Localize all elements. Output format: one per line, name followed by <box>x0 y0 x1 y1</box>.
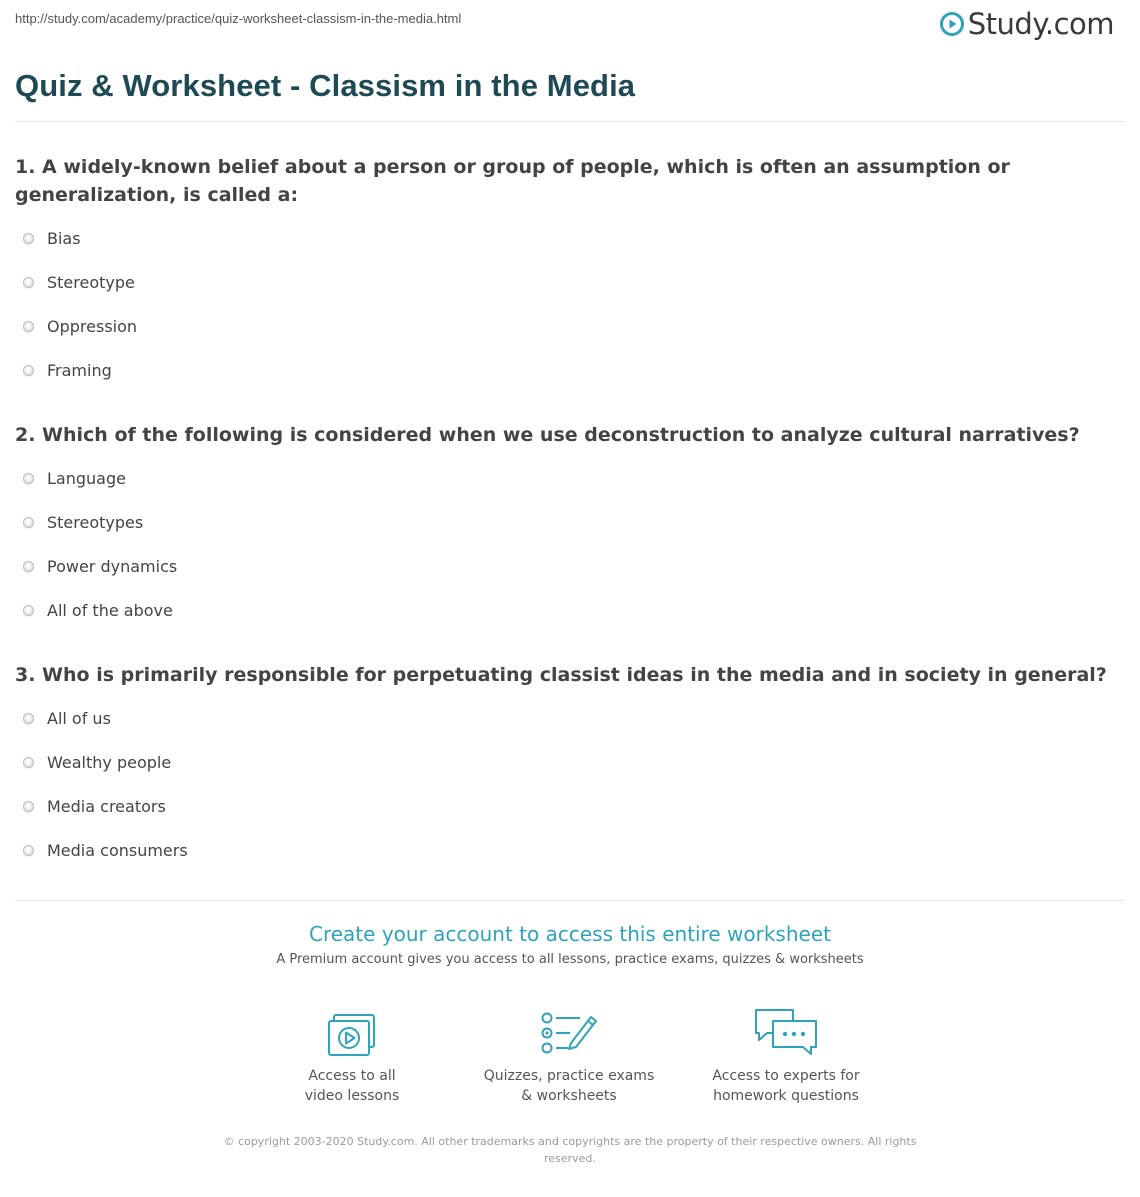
quiz-checklist-icon <box>540 1011 598 1057</box>
feature-label: Access to all video lessons <box>304 1068 400 1104</box>
feature-experts <box>686 1005 886 1106</box>
question-text: 2. Which of the following is considered when we use deconstruction to analyze cultural narratives? <box>15 424 1080 446</box>
answer-label: Wealthy people <box>47 752 172 772</box>
copyright-notice: © copyright 2003-2020 Study.com. All other trademarks and copyrights are the property of their respective owners. All rights reserved. <box>223 1135 917 1165</box>
answer-label: Oppression <box>47 316 138 336</box>
cta-subtitle: A Premium account gives you access to all lessons, practice exams, quizzes & worksheets <box>276 952 864 967</box>
answer-option[interactable] <box>23 468 126 488</box>
cta-divider <box>15 900 1125 901</box>
feature-quizzes <box>469 1005 669 1106</box>
feature-video-lessons <box>252 1005 452 1106</box>
radio-button-icon[interactable] <box>23 561 34 572</box>
logo-wordmark: Study.com <box>967 7 1114 41</box>
answer-option[interactable] <box>23 796 166 816</box>
radio-button-icon[interactable] <box>23 845 34 856</box>
answer-label: All of the above <box>47 600 173 620</box>
answer-label: Language <box>47 468 126 488</box>
radio-button-icon[interactable] <box>23 517 34 528</box>
top-bar <box>0 0 1140 48</box>
question-text: 3. Who is primarily responsible for perpetuating classist ideas in the media and in society in general? <box>15 664 1107 686</box>
cta-title-link[interactable]: Create your account to access this entire worksheet <box>309 922 831 946</box>
answer-option[interactable] <box>23 272 135 292</box>
answer-label: All of us <box>47 708 111 728</box>
answer-option[interactable] <box>23 708 111 728</box>
radio-button-icon[interactable] <box>23 713 34 724</box>
answer-option[interactable] <box>23 360 112 380</box>
feature-label: Access to experts for homework questions <box>712 1068 860 1104</box>
radio-button-icon[interactable] <box>23 605 34 616</box>
radio-button-icon[interactable] <box>23 801 34 812</box>
question-1 <box>15 153 1115 209</box>
answer-label: Bias <box>47 228 81 248</box>
answer-option[interactable] <box>23 316 137 336</box>
study-logo[interactable] <box>940 6 1114 42</box>
answer-label: Framing <box>47 360 112 380</box>
radio-button-icon[interactable] <box>23 757 34 768</box>
answer-label: Stereotypes <box>47 512 144 532</box>
answer-option[interactable] <box>23 840 188 860</box>
question-2 <box>15 421 1115 449</box>
answer-option[interactable] <box>23 512 143 532</box>
page-title: Quiz & Worksheet - Classism in the Media <box>15 68 636 103</box>
answer-label: Power dynamics <box>47 556 178 576</box>
answer-label: Media creators <box>47 796 166 816</box>
answer-label: Media consumers <box>47 840 188 860</box>
video-lessons-icon <box>326 1013 378 1057</box>
account-cta <box>0 922 1140 967</box>
chat-bubbles-icon <box>753 1007 819 1057</box>
radio-button-icon[interactable] <box>23 233 34 244</box>
play-logo-icon <box>940 12 964 36</box>
answer-option[interactable] <box>23 556 177 576</box>
radio-button-icon[interactable] <box>23 473 34 484</box>
radio-button-icon[interactable] <box>23 277 34 288</box>
title-divider <box>15 121 1125 122</box>
page-url[interactable]: http://study.com/academy/practice/quiz-worksheet-classism-in-the-media.html <box>15 11 462 26</box>
question-text: 1. A widely-known belief about a person or group of people, which is often an assumption or generalization, is called a: <box>15 156 1010 206</box>
radio-button-icon[interactable] <box>23 365 34 376</box>
answer-label: Stereotype <box>47 272 135 292</box>
radio-button-icon[interactable] <box>23 321 34 332</box>
answer-option[interactable] <box>23 752 171 772</box>
answer-option[interactable] <box>23 600 173 620</box>
question-3 <box>15 661 1115 689</box>
answer-option[interactable] <box>23 228 81 248</box>
feature-label: Quizzes, practice exams & worksheets <box>483 1068 655 1104</box>
